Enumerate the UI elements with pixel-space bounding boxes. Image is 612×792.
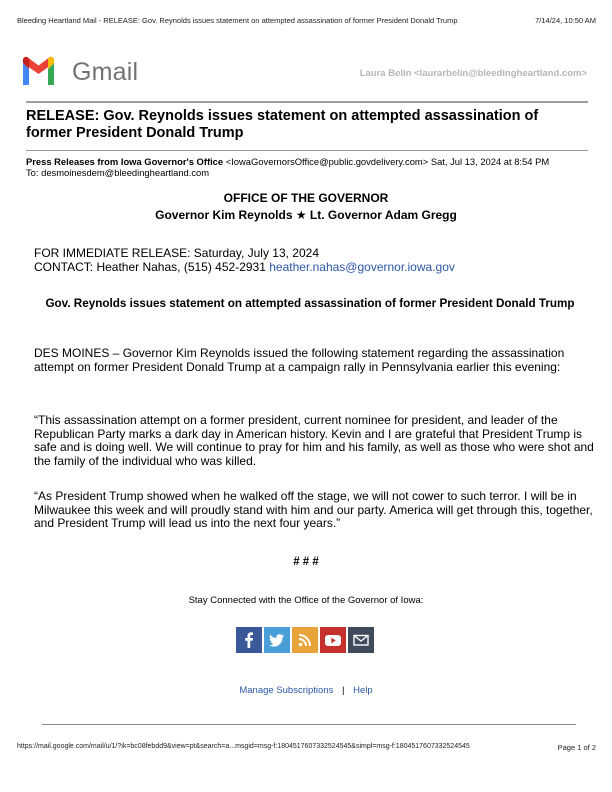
body-paragraph: “As President Trump showed when he walked off the stage, we will not cower to such terror. I will be in Milwaukee this week and will proudly stand with him and our party. America will get through this, together, and President Trump will lead us into the next four years.”	[34, 489, 593, 530]
manage-subscriptions-link[interactable]: Manage Subscriptions	[239, 685, 334, 696]
recipient-line: To: desmoinesdem@bleedingheartland.com	[26, 167, 210, 178]
contact-email-link[interactable]: heather.nahas@governor.iowa.gov	[269, 260, 455, 274]
body-paragraph: DES MOINES – Governor Kim Reynolds issued the following statement regarding the assassination attempt on former President Donald Trump at a campaign rally in Pennsylvania earlier this evening:	[34, 346, 565, 374]
end-mark: # # #	[293, 556, 319, 568]
email-date: Sat, Jul 13, 2024 at 8:54 PM	[430, 156, 550, 167]
footer-divider	[42, 724, 576, 725]
subscription-links	[0, 685, 612, 696]
governors-heading: Governor Kim Reynolds ★ Lt. Governor Adam Gregg	[155, 208, 457, 222]
contact-text: CONTACT: Heather Nahas, (515) 452-2931	[34, 260, 266, 274]
account-label: Laura Belin <laurarbelin@bleedingheartland.com>	[359, 68, 587, 79]
email-icon[interactable]	[348, 627, 374, 653]
sender-name: Press Releases from Iowa Governor's Office	[26, 156, 224, 167]
contact-line	[34, 261, 594, 275]
body-paragraph: “This assassination attempt on a former president, current nominee for president, and leader of the Republican Party marks a dark day in American history. Kevin and I are grateful that President Trump is safe and is doing well. We will continue to pray for him and his family, as well as those who were shot and the family of the individual who was killed.	[34, 413, 594, 468]
print-header-datetime: 7/14/24, 10:50 AM	[535, 16, 596, 25]
office-heading: OFFICE OF THE GOVERNOR	[223, 191, 389, 205]
facebook-icon[interactable]	[236, 627, 262, 653]
sender-line	[26, 156, 549, 167]
release-date-line: FOR IMMEDIATE RELEASE: Saturday, July 13, 2024	[34, 246, 319, 260]
gmail-logo-icon	[20, 56, 57, 87]
divider	[26, 150, 588, 151]
stay-connected-text: Stay Connected with the Office of the Governor of Iowa:	[188, 595, 424, 606]
page-number: Page 1 of 2	[557, 743, 596, 752]
social-links	[236, 627, 374, 653]
print-header-title: Bleeding Heartland Mail - RELEASE: Gov. Reynolds issues statement on attempted assassination of former President Donald Trump	[17, 16, 458, 25]
release-headline: Gov. Reynolds issues statement on attempted assassination of former President Donald Trump	[45, 297, 575, 310]
youtube-icon[interactable]	[320, 627, 346, 653]
gmail-wordmark: Gmail	[72, 58, 139, 86]
sender-address: <IowaGovernorsOffice@public.govdelivery.com>	[225, 156, 429, 167]
page-url: https://mail.google.com/mail/u/1/?ik=bc08febdd9&view=pt&search=a...msgid=msg-f:1804517607332524545&simpl=msg-f:1804517607332524545	[17, 743, 470, 750]
help-link[interactable]: Help	[353, 685, 373, 696]
rss-icon[interactable]	[292, 627, 318, 653]
twitter-icon[interactable]	[264, 627, 290, 653]
email-subject: RELEASE: Gov. Reynolds issues statement on attempted assassination of former President Donald Trump	[26, 108, 539, 141]
link-separator: |	[341, 685, 345, 696]
divider	[26, 101, 588, 103]
